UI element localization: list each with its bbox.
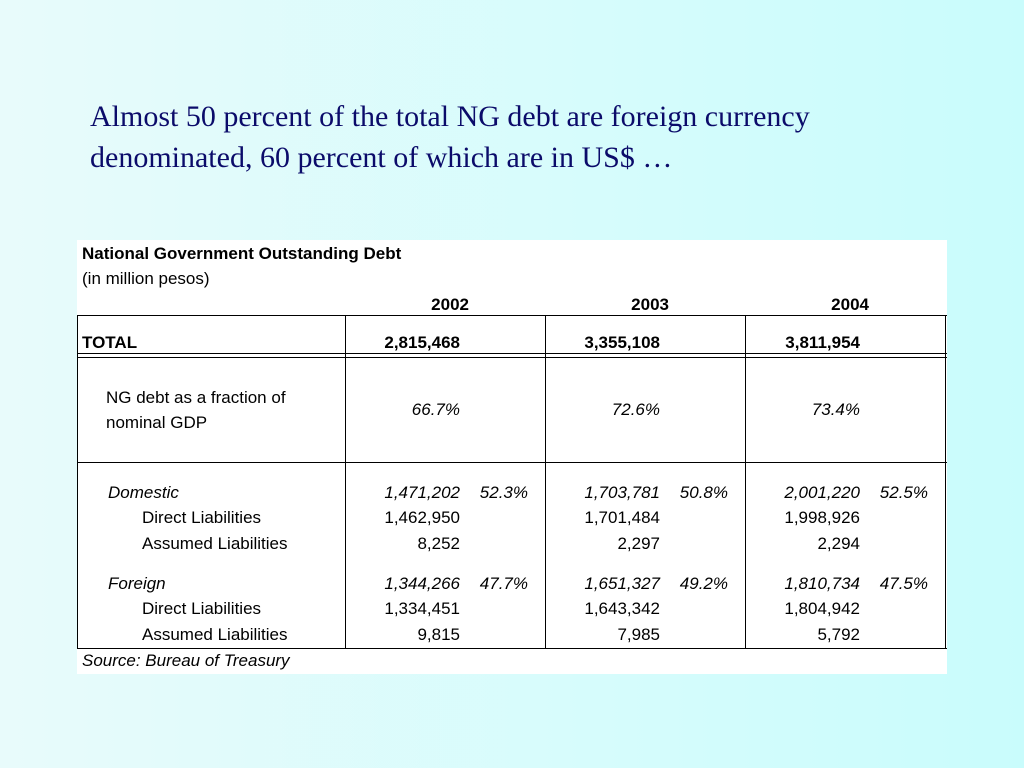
foreign-share-2004: 47.5% xyxy=(879,574,928,593)
table-rule-top xyxy=(77,315,947,316)
table-rule-gdp xyxy=(77,462,947,463)
domestic-value-2003: 1,703,781 xyxy=(584,483,660,502)
foreign-direct-label: Direct Liabilities xyxy=(142,599,262,618)
domestic-direct-label: Direct Liabilities xyxy=(142,508,262,527)
table-rule-total-1 xyxy=(77,353,947,354)
foreign-assumed-2004: 5,792 xyxy=(817,625,860,644)
domestic-direct-2002: 1,462,950 xyxy=(384,508,460,527)
foreign-share-2002: 47.7% xyxy=(479,574,528,593)
slide-title xyxy=(90,96,950,178)
debt-table xyxy=(77,240,947,674)
domestic-share-2003: 50.8% xyxy=(679,483,728,502)
foreign-assumed-label: Assumed Liabilities xyxy=(142,625,288,644)
domestic-assumed-label: Assumed Liabilities xyxy=(142,534,288,553)
domestic-direct-2004: 1,998,926 xyxy=(784,508,860,527)
total-value-2004: 3,811,954 xyxy=(785,333,860,352)
gdp-value-2004: 73.4% xyxy=(811,400,860,419)
table-title: National Government Outstanding Debt xyxy=(82,244,402,263)
table-rule-bottom xyxy=(77,648,947,649)
foreign-direct-2004: 1,804,942 xyxy=(784,599,860,618)
foreign-assumed-2003: 7,985 xyxy=(617,625,660,644)
foreign-value-2002: 1,344,266 xyxy=(384,574,460,593)
foreign-direct-2002: 1,334,451 xyxy=(384,599,460,618)
total-label: TOTAL xyxy=(82,333,138,352)
table-border-left xyxy=(77,315,78,649)
gdp-label-line-2: nominal GDP xyxy=(106,413,208,432)
domestic-assumed-2004: 2,294 xyxy=(817,534,860,553)
total-value-2003: 3,355,108 xyxy=(584,333,660,352)
foreign-label: Foreign xyxy=(108,574,166,593)
table-divider-1 xyxy=(345,315,346,649)
table-divider-2 xyxy=(545,315,546,649)
domestic-value-2004: 2,001,220 xyxy=(784,483,860,502)
total-value-2002: 2,815,468 xyxy=(384,333,460,352)
foreign-value-2004: 1,810,734 xyxy=(784,574,860,593)
domestic-direct-2003: 1,701,484 xyxy=(584,508,660,527)
source-note: Source: Bureau of Treasury xyxy=(82,651,290,670)
slide-title-line-2: denominated, 60 percent of which are in US$ … xyxy=(90,141,673,174)
table-border-right xyxy=(945,315,946,649)
foreign-direct-2003: 1,643,342 xyxy=(584,599,660,618)
domestic-share-2004: 52.5% xyxy=(879,483,928,502)
domestic-label: Domestic xyxy=(108,483,179,502)
year-header-2002: 2002 xyxy=(431,295,469,314)
table-divider-3 xyxy=(745,315,746,649)
gdp-value-2003: 72.6% xyxy=(611,400,660,419)
domestic-assumed-2002: 8,252 xyxy=(417,534,460,553)
foreign-share-2003: 49.2% xyxy=(679,574,728,593)
year-header-2004: 2004 xyxy=(831,295,869,314)
table-rule-total-2 xyxy=(77,357,947,358)
foreign-assumed-2002: 9,815 xyxy=(417,625,460,644)
gdp-value-2002: 66.7% xyxy=(411,400,460,419)
domestic-value-2002: 1,471,202 xyxy=(384,483,460,502)
year-header-2003: 2003 xyxy=(631,295,669,314)
foreign-value-2003: 1,651,327 xyxy=(584,574,660,593)
gdp-label-line-1: NG debt as a fraction of xyxy=(106,388,286,407)
domestic-assumed-2003: 2,297 xyxy=(617,534,660,553)
domestic-share-2002: 52.3% xyxy=(479,483,528,502)
slide-title-line-1: Almost 50 percent of the total NG debt are foreign currency xyxy=(90,100,810,133)
table-unit: (in million pesos) xyxy=(82,269,210,288)
